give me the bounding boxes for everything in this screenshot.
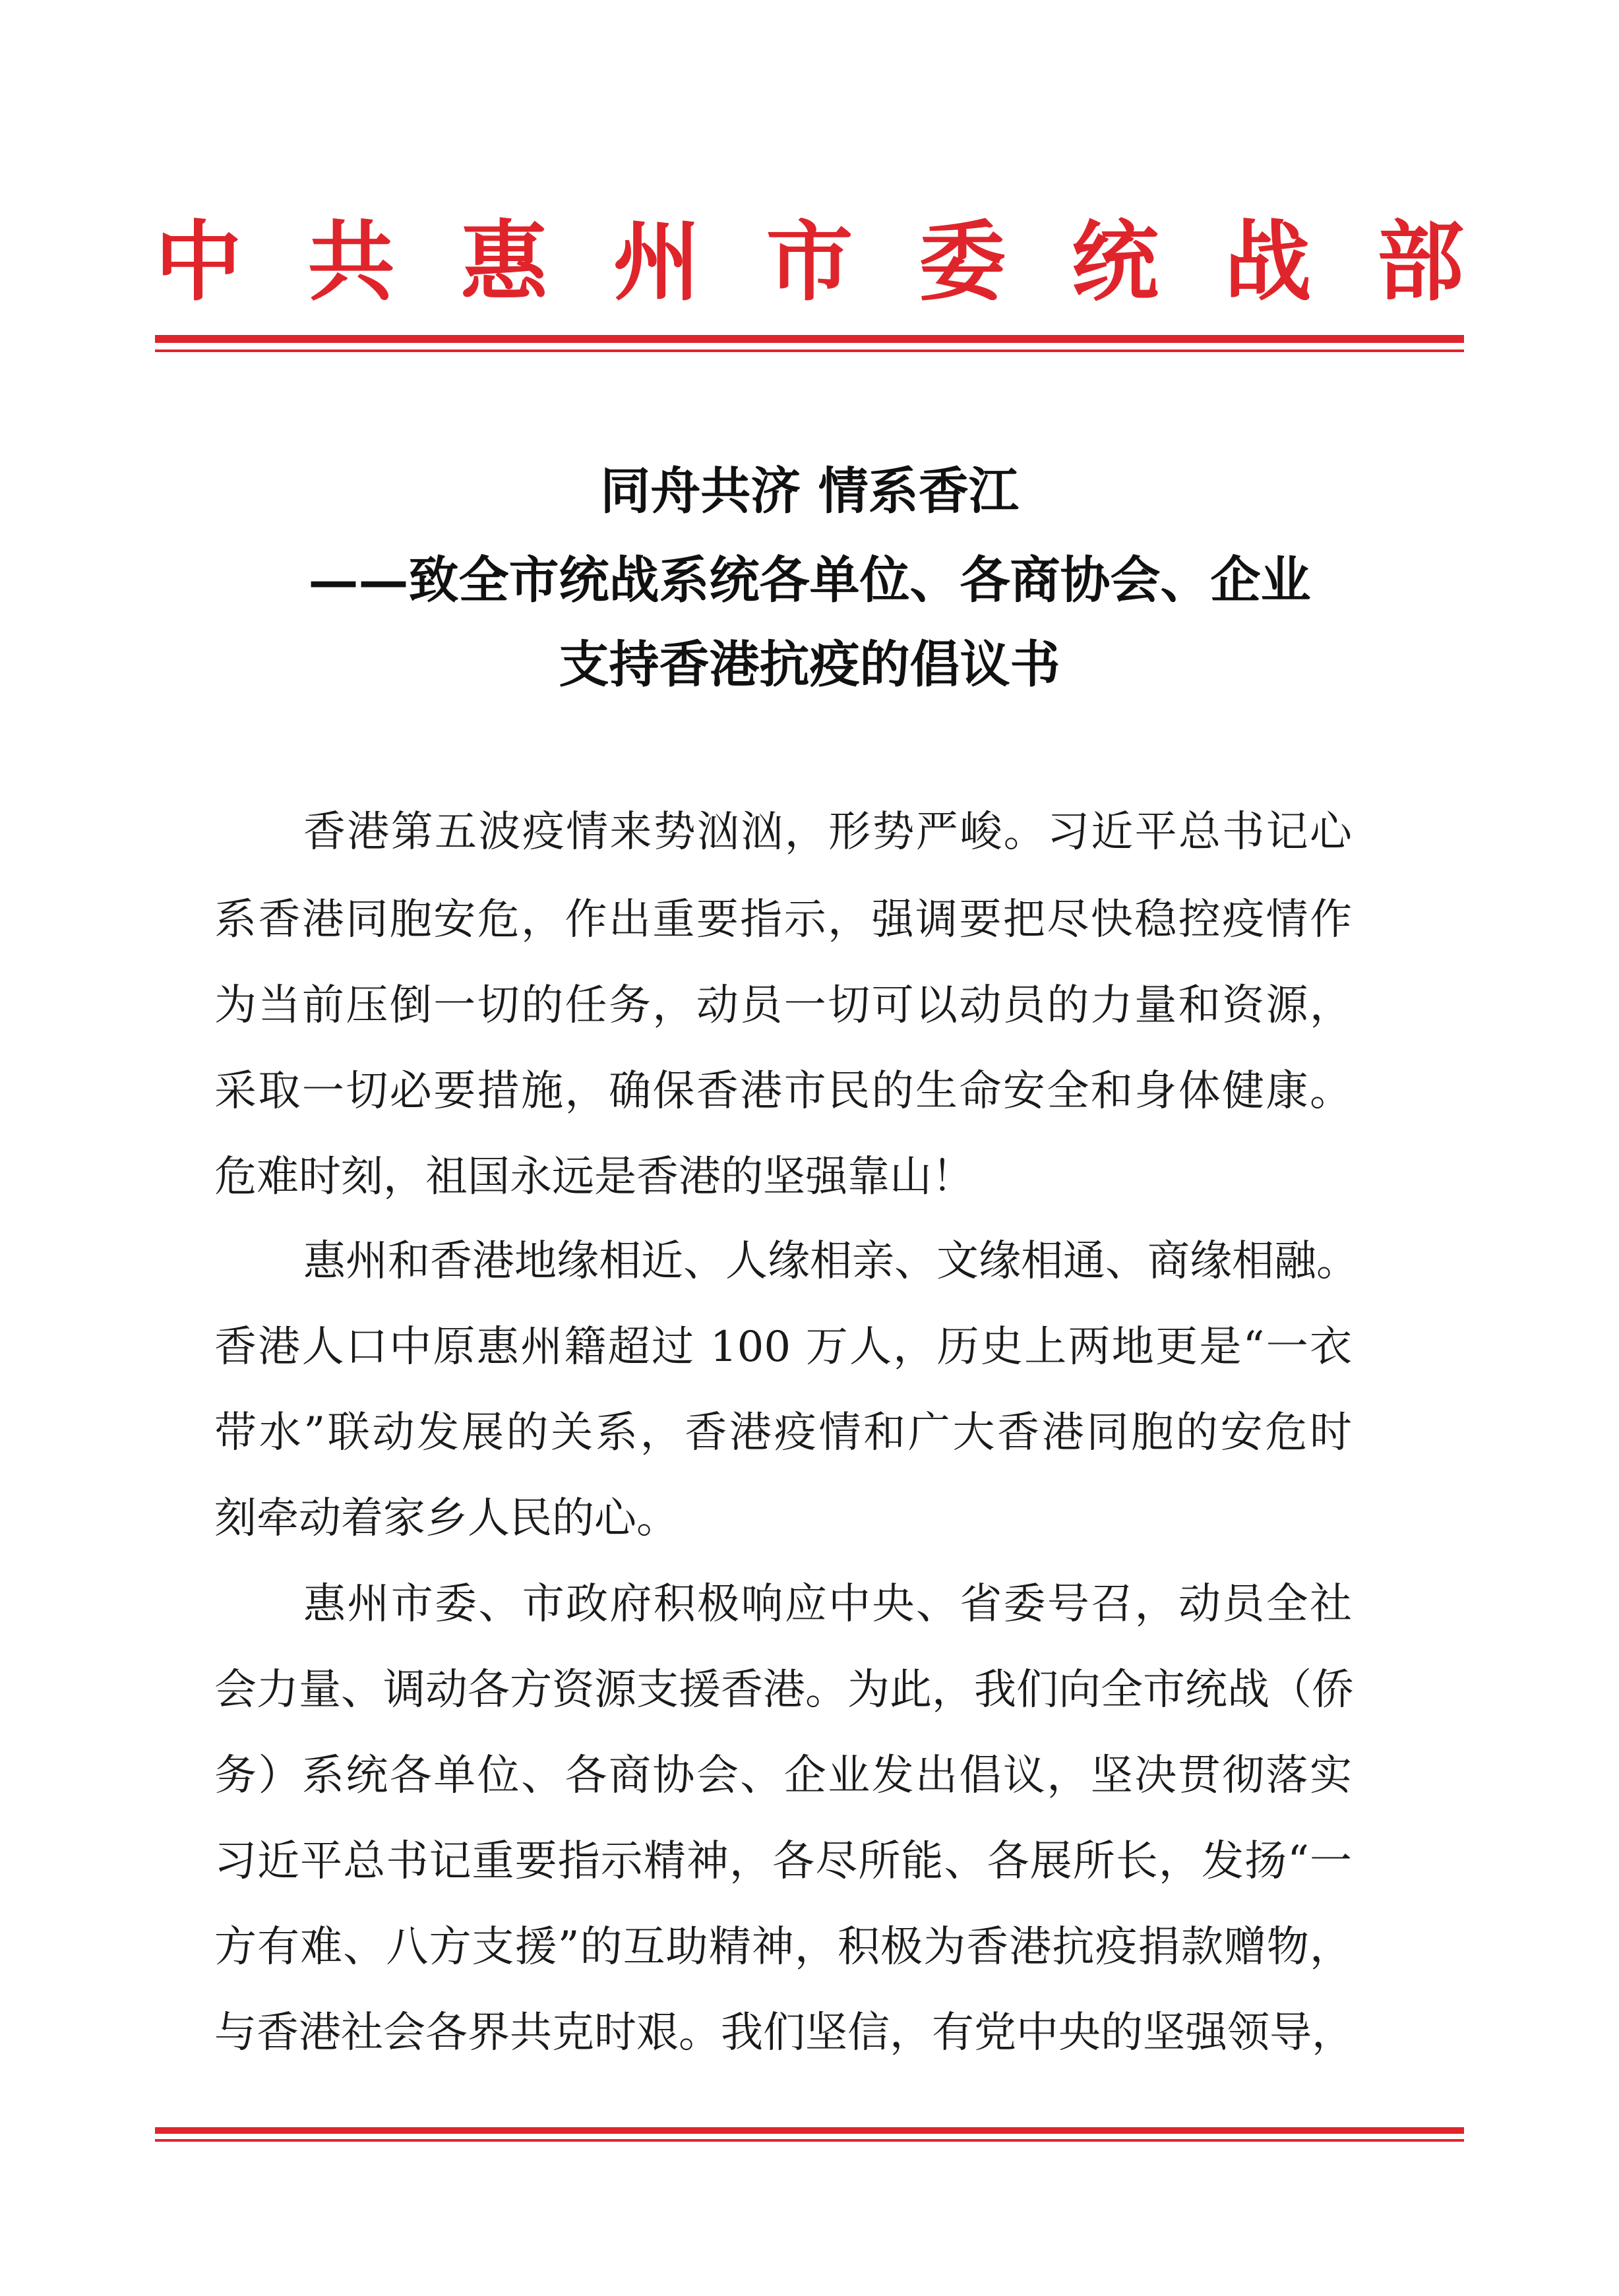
masthead-char: 市 [766,211,853,313]
document-title: 同舟共济 情系香江 [600,462,1019,520]
body-line: 带水”联动发展的关系，香港疫情和广大香港同胞的安危时 [214,1408,1352,1457]
masthead-char: 战 [1224,211,1312,313]
body-line: 为当前压倒一切的任务，动员一切可以动员的力量和资源， [214,981,1352,1030]
masthead-char: 委 [919,211,1006,313]
masthead-char: 共 [307,211,395,313]
masthead-char: 惠 [460,211,548,313]
body-line: 刻牵动着家乡人民的心。 [214,1494,679,1543]
body-line: 务）系统各单位、各商协会、企业发出倡议，坚决贯彻落实 [214,1751,1352,1800]
header-rule-thin [155,349,1464,352]
masthead-char: 部 [1377,211,1464,313]
body-line: 危难时刻，祖国永远是香港的坚强靠山！ [214,1153,974,1201]
body-line: 香港人口中原惠州籍超过 100 万人，历史上两地更是“一衣 [214,1323,1352,1372]
masthead-char: 州 [613,211,700,313]
body-line: 惠州和香港地缘相近、人缘相亲、文缘相通、商缘相融。 [303,1237,1359,1286]
body-line: 惠州市委、市政府积极响应中央、省委号召，动员全社 [303,1580,1352,1629]
body-line: 香港第五波疫情来势汹汹，形势严峻。习近平总书记心 [303,808,1352,857]
body-line: 习近平总书记重要指示精神，各尽所能、各展所长，发扬“一 [214,1837,1352,1886]
body-line: 方有难、八方支援”的互助精神，积极为香港抗疫捐款赠物， [214,1923,1352,1972]
footer-rule-thin [155,2139,1464,2142]
body-line: 系香港同胞安危，作出重要指示，强调要把尽快稳控疫情作 [214,895,1352,944]
masthead-char: 统 [1071,211,1159,313]
body-line: 采取一切必要措施，确保香港市民的生命安全和身体健康。 [214,1067,1352,1116]
masthead [155,210,1464,315]
body-line: 会力量、调动各方资源支援香港。为此，我们向全市统战（侨 [214,1666,1354,1714]
document-subtitle-cont: 支持香港抗疫的倡议书 [559,635,1060,694]
body-line: 与香港社会各界共克时艰。我们坚信，有党中央的坚强领导， [214,2009,1354,2057]
document-subtitle: ——致全市统战系统各单位、各商协会、企业 [308,551,1311,609]
header-rule-thick [155,335,1464,343]
masthead-char: 中 [155,211,242,313]
footer-rule-thick [155,2127,1464,2134]
